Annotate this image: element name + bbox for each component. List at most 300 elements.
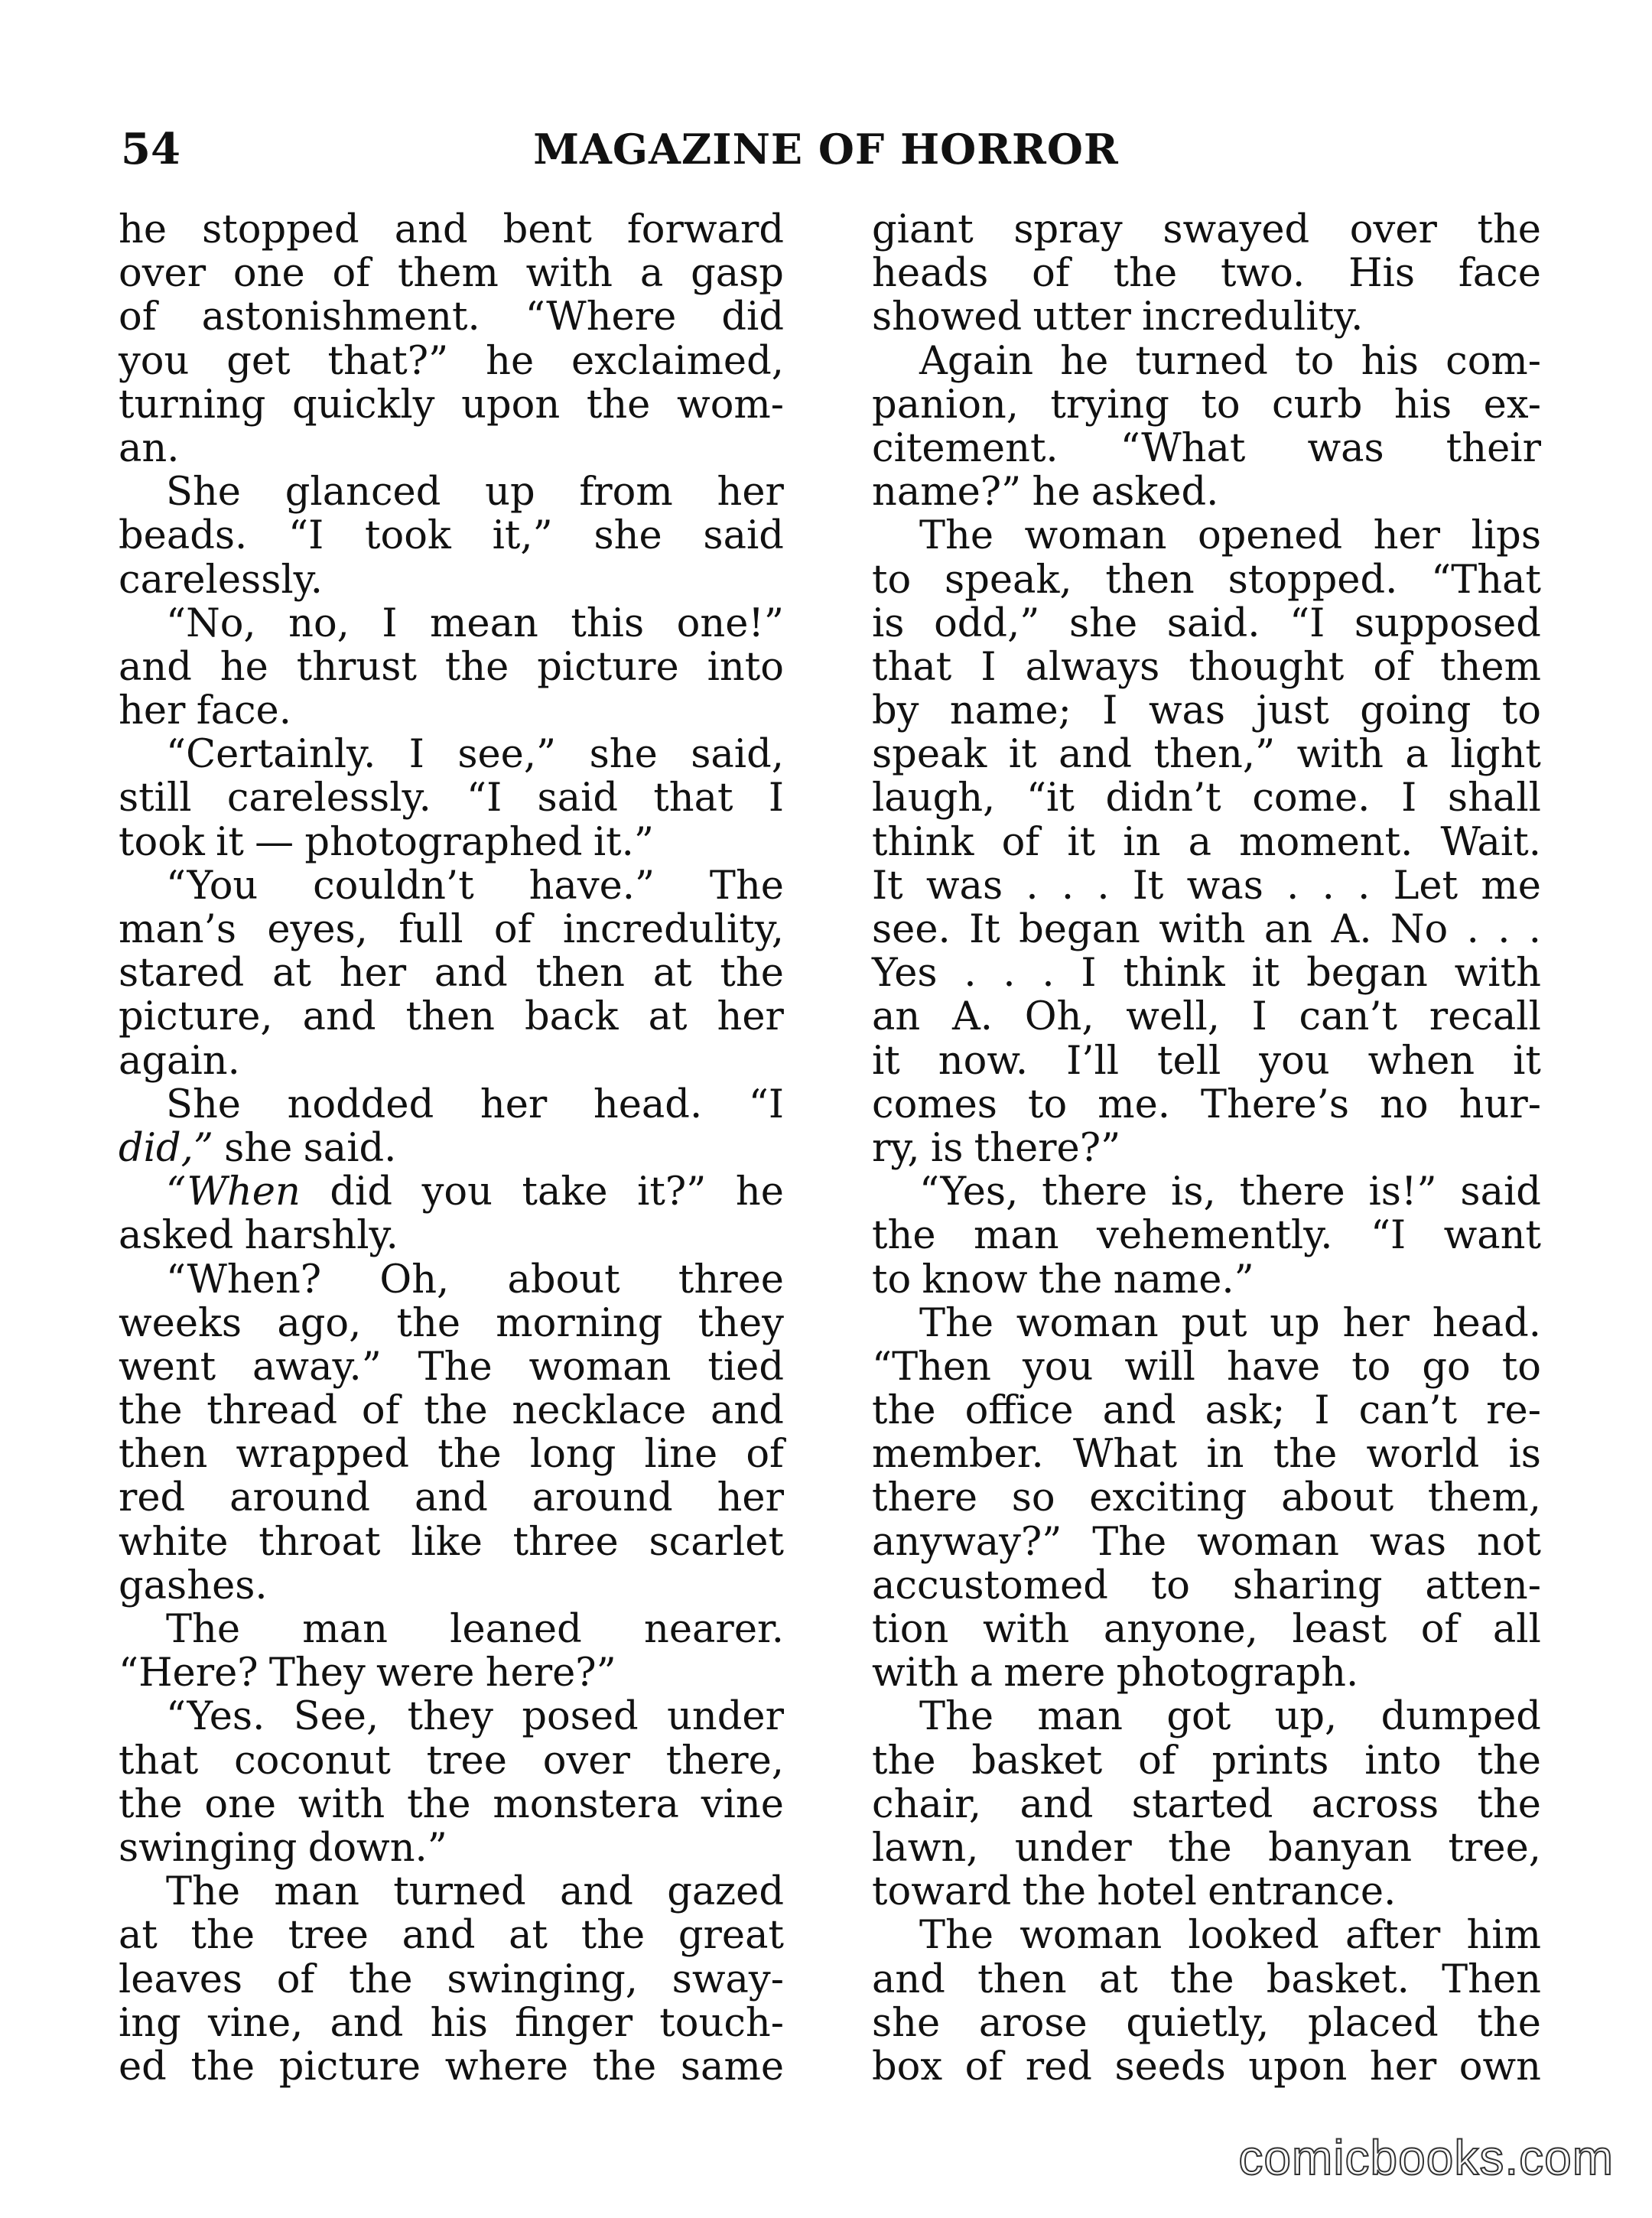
text-line	[119, 1958, 784, 2002]
word: go	[1422, 1344, 1471, 1390]
text-line	[872, 383, 1541, 427]
word: a	[1188, 819, 1212, 865]
word: same	[680, 2044, 784, 2090]
word: scarlet	[649, 1519, 784, 1565]
word: lawn,	[872, 1825, 979, 1871]
word: it?”	[637, 1169, 707, 1215]
text-line	[119, 1651, 784, 1695]
text-line	[119, 1608, 784, 1651]
word: stared	[119, 951, 245, 997]
word: they	[698, 1300, 784, 1346]
word: the	[1477, 1781, 1541, 1827]
text-line	[119, 1914, 784, 1957]
word: of	[361, 1388, 400, 1434]
word: were	[376, 1650, 475, 1696]
word: shall	[1447, 776, 1541, 821]
word: thrust	[296, 644, 417, 690]
word: an	[872, 994, 921, 1040]
word: line	[644, 1432, 718, 1478]
word: him	[1466, 1913, 1541, 1959]
word: and	[402, 1913, 476, 1959]
text-line	[872, 1389, 1541, 1433]
word: toward	[872, 1869, 1012, 1915]
text-line	[872, 951, 1541, 995]
word: by	[872, 688, 919, 734]
text-line	[872, 1476, 1541, 1520]
word: giant	[872, 207, 974, 252]
word: I	[1102, 688, 1118, 734]
word: was	[1369, 1519, 1447, 1565]
word: to	[872, 557, 912, 603]
word: did,”	[119, 1125, 213, 1171]
word: name?”	[872, 470, 1022, 515]
word: his	[430, 2000, 488, 2046]
text-line	[872, 1520, 1541, 1564]
word: in	[1123, 819, 1161, 865]
word: and	[1059, 732, 1132, 778]
word: The	[418, 1344, 493, 1390]
word: “When	[166, 1169, 301, 1215]
word: the	[1038, 1257, 1103, 1303]
word: mean	[430, 600, 538, 646]
word: man	[973, 1213, 1059, 1259]
word: can’t	[1358, 1388, 1458, 1434]
word: began	[1306, 951, 1428, 997]
word: Then	[1442, 1956, 1541, 2002]
text-line	[119, 340, 784, 383]
word: red	[119, 1475, 186, 1521]
word: she	[589, 732, 658, 778]
word: the	[1273, 1432, 1338, 1478]
text-line	[119, 1083, 784, 1127]
word: she	[593, 513, 662, 559]
text-line	[119, 1258, 784, 1302]
text-line	[872, 821, 1541, 864]
word: astonishment.	[201, 294, 480, 340]
word: .	[1528, 907, 1541, 952]
word: thought	[1189, 644, 1345, 690]
word: least	[1292, 1607, 1387, 1652]
word: “When?	[166, 1257, 322, 1303]
word: laugh,	[872, 776, 996, 821]
word: got	[1166, 1694, 1231, 1740]
word: throat	[259, 1519, 381, 1565]
word: The	[919, 513, 994, 559]
text-line	[119, 427, 784, 470]
word: a	[639, 251, 664, 297]
text-line	[119, 1476, 784, 1520]
word: full	[398, 907, 463, 952]
word: from	[579, 470, 673, 515]
word: and	[414, 1475, 488, 1521]
word: her	[119, 688, 186, 734]
word: posed	[522, 1694, 639, 1740]
word: basket	[971, 1738, 1103, 1784]
text-line	[872, 558, 1541, 602]
word: The	[919, 1694, 994, 1740]
word: the	[424, 1388, 488, 1434]
word: leaves	[119, 1956, 243, 2002]
word: will	[1124, 1344, 1195, 1390]
word: white	[119, 1519, 229, 1565]
text-line	[119, 1039, 784, 1083]
word: of	[746, 1432, 784, 1478]
word: carelessly.	[226, 776, 431, 821]
word: to	[1295, 338, 1335, 384]
word: ask;	[1205, 1388, 1286, 1434]
word: the	[872, 1213, 936, 1259]
word: .	[1498, 907, 1511, 952]
word: accustomed	[872, 1563, 1108, 1608]
word: “Here?	[119, 1650, 259, 1696]
word: I	[382, 600, 398, 646]
word: citement.	[872, 425, 1059, 471]
word: they	[407, 1694, 493, 1740]
word: into	[707, 644, 784, 690]
word: “That	[1431, 557, 1541, 603]
word: heads	[872, 251, 989, 297]
word: bent	[502, 207, 592, 252]
word: glanced	[285, 470, 441, 515]
text-line	[872, 295, 1541, 339]
word: so	[1011, 1475, 1055, 1521]
word: ex-	[1483, 382, 1541, 428]
word: it.”	[593, 819, 654, 865]
word: quickly	[292, 382, 435, 428]
text-line	[872, 1258, 1541, 1302]
word: at	[272, 951, 311, 997]
word: See,	[293, 1694, 379, 1740]
word: I	[1081, 951, 1097, 997]
word: .	[964, 951, 977, 997]
word: his	[1361, 338, 1419, 384]
word: all	[1492, 1607, 1541, 1652]
text-line	[872, 689, 1541, 733]
word: woman	[528, 1344, 672, 1390]
word: and	[330, 2000, 404, 2046]
word: The	[919, 1913, 994, 1959]
running-head: MAGAZINE OF HORROR	[533, 125, 1119, 174]
word: her	[717, 1475, 784, 1521]
text-line	[119, 1870, 784, 1914]
word: at	[652, 951, 692, 997]
text-line	[119, 1826, 784, 1870]
word: started	[1131, 1781, 1273, 1827]
word: I	[980, 644, 997, 690]
word: forward	[626, 207, 784, 252]
word: there?”	[974, 1125, 1121, 1171]
text-line	[119, 908, 784, 951]
word: the	[119, 1781, 183, 1827]
word: harshly.	[244, 1213, 398, 1259]
word: turned	[393, 1869, 526, 1915]
word: anyway?”	[872, 1519, 1062, 1565]
word: nodded	[287, 1081, 434, 1127]
text-line	[119, 1433, 784, 1476]
word: beads.	[119, 513, 248, 559]
word: take	[522, 1169, 608, 1215]
word: “I	[1370, 1213, 1406, 1259]
text-line	[119, 951, 784, 995]
word: to	[872, 1257, 912, 1303]
word: and	[560, 1869, 633, 1915]
word: incredulity,	[562, 907, 784, 952]
word: to	[1351, 1344, 1391, 1390]
word: with	[1159, 907, 1246, 952]
word: he	[1060, 338, 1109, 384]
word: I	[1401, 776, 1417, 821]
word: “I	[288, 513, 324, 559]
word: the	[872, 1388, 936, 1434]
word: couldn’t	[313, 863, 474, 909]
word: “it	[1026, 776, 1075, 821]
text-line	[872, 864, 1541, 908]
word: with	[982, 1607, 1070, 1652]
word: man	[274, 1869, 359, 1915]
text-line	[872, 995, 1541, 1039]
word: woman	[1016, 1300, 1159, 1346]
word: tell	[1157, 1038, 1221, 1084]
word: tree	[288, 1913, 369, 1959]
word: the	[872, 1738, 936, 1784]
word: necklace	[512, 1388, 687, 1434]
text-line	[872, 1870, 1541, 1914]
word: her	[1342, 1300, 1410, 1346]
word: then,”	[1153, 732, 1276, 778]
text-line	[872, 646, 1541, 689]
word: one	[204, 1781, 277, 1827]
text-line	[119, 1520, 784, 1564]
word: .	[1042, 951, 1055, 997]
word: her	[717, 470, 784, 515]
word: was	[1148, 688, 1226, 734]
word: her	[480, 1081, 548, 1127]
word: chair,	[872, 1781, 982, 1827]
word: there	[872, 1475, 978, 1521]
word: Again	[919, 338, 1034, 384]
word: was	[1307, 425, 1384, 471]
word: he	[735, 1169, 784, 1215]
word: basket.	[1266, 1956, 1410, 2002]
word: stopped.	[1228, 557, 1398, 603]
word: utter	[1032, 294, 1131, 340]
word: when	[1367, 1038, 1475, 1084]
word: the	[407, 1781, 471, 1827]
word: of	[276, 1956, 315, 2002]
word: anyone,	[1103, 1607, 1258, 1652]
word: the	[119, 1388, 183, 1434]
word: re-	[1486, 1388, 1541, 1434]
word: tree,	[1448, 1825, 1541, 1871]
word: of	[1001, 819, 1040, 865]
word: see,”	[457, 732, 557, 778]
word: was	[925, 863, 1003, 909]
word: atten-	[1425, 1563, 1541, 1608]
word: you	[421, 1169, 493, 1215]
word: still	[119, 776, 192, 821]
word: “What	[1120, 425, 1246, 471]
text-line	[872, 733, 1541, 776]
word: Oh,	[1024, 994, 1094, 1040]
word: box	[872, 2044, 943, 2090]
word: want	[1443, 1213, 1541, 1259]
text-line	[872, 208, 1541, 252]
word: the	[1477, 2000, 1541, 2046]
word: and	[711, 1388, 784, 1434]
text-line	[872, 1083, 1541, 1127]
word: to	[1501, 1344, 1541, 1390]
word: no,	[288, 600, 350, 646]
word: about	[1281, 1475, 1394, 1521]
word: own	[1459, 2044, 1541, 2090]
text-line	[119, 1345, 784, 1389]
word: under	[1014, 1825, 1132, 1871]
word: man	[302, 1607, 388, 1652]
word: lips	[1471, 513, 1541, 559]
word: it	[1008, 732, 1037, 778]
word: What	[1072, 1432, 1178, 1478]
word: this	[571, 600, 645, 646]
watermark-logo: comicbooks.com	[1238, 2130, 1614, 2185]
word: mere	[1003, 1650, 1106, 1696]
word: hur-	[1459, 1081, 1541, 1127]
text-line	[119, 208, 784, 252]
word: began	[1019, 907, 1140, 952]
word: have	[1226, 1344, 1321, 1390]
word: thread	[206, 1388, 338, 1434]
text-line	[119, 733, 784, 776]
word: see.	[872, 907, 951, 952]
word: prints	[1211, 1738, 1329, 1784]
word: no	[1380, 1081, 1429, 1127]
word: vehemently.	[1097, 1213, 1333, 1259]
word: up	[1270, 1300, 1320, 1346]
word: the	[720, 951, 784, 997]
word: wom-	[677, 382, 784, 428]
word: the	[349, 1956, 413, 2002]
word: then	[977, 1956, 1067, 2002]
word: think	[872, 819, 974, 865]
word: the	[190, 1913, 255, 1959]
word: arose	[978, 2000, 1088, 2046]
word: the	[592, 2044, 657, 2090]
word: swayed	[1163, 207, 1310, 252]
word: supposed	[1354, 600, 1541, 646]
text-line	[119, 2002, 784, 2045]
word: ed	[119, 2044, 167, 2090]
word: well,	[1126, 994, 1220, 1040]
word: he	[119, 207, 167, 252]
word: head.	[593, 1081, 703, 1127]
word: I	[1314, 1388, 1330, 1434]
word: She	[166, 470, 241, 515]
word: he	[1032, 470, 1081, 515]
word: with	[1454, 951, 1541, 997]
word: com-	[1446, 338, 1541, 384]
word: where	[444, 2044, 569, 2090]
word: put	[1181, 1300, 1247, 1346]
word: spray	[1013, 207, 1123, 252]
word: “I	[1289, 600, 1325, 646]
text-line	[119, 252, 784, 295]
word: them	[397, 251, 499, 297]
word: one	[233, 251, 305, 297]
word: down.”	[307, 1825, 447, 1871]
word: them,	[1427, 1475, 1541, 1521]
word: is	[872, 600, 905, 646]
word: touch-	[659, 2000, 784, 2046]
word: their	[1446, 425, 1541, 471]
word: to	[1201, 382, 1241, 428]
word: woman	[1019, 1913, 1163, 1959]
word: to	[1501, 688, 1541, 734]
word: up	[485, 470, 535, 515]
word: it	[872, 1038, 900, 1084]
text-line	[872, 1433, 1541, 1476]
word: “Certainly.	[166, 732, 376, 778]
word: exciting	[1089, 1475, 1247, 1521]
word: like	[411, 1519, 483, 1565]
text-line	[872, 1302, 1541, 1345]
word: at	[119, 1913, 158, 1959]
word: the	[444, 644, 509, 690]
word: it	[1067, 819, 1096, 865]
word: swinging,	[447, 1956, 638, 2002]
word: always	[1025, 644, 1160, 690]
word: around	[532, 1475, 673, 1521]
text-line	[872, 908, 1541, 951]
word: about	[507, 1257, 620, 1303]
text-line	[119, 1214, 784, 1257]
word: “I	[467, 776, 502, 821]
word: the	[586, 382, 651, 428]
word: face.	[196, 688, 291, 734]
text-line	[872, 427, 1541, 470]
word: said	[1460, 1169, 1541, 1215]
text-line	[872, 470, 1541, 514]
word: up,	[1274, 1694, 1338, 1740]
word: three	[512, 1519, 619, 1565]
word: incredulity.	[1142, 294, 1364, 340]
word: over	[1349, 207, 1437, 252]
text-column-right	[872, 208, 1541, 2089]
word: at	[509, 1913, 548, 1959]
word: .	[1003, 951, 1016, 997]
word: come.	[1252, 776, 1371, 821]
word: picture	[278, 2044, 421, 2090]
word: morning	[496, 1300, 663, 1346]
word: .	[1358, 863, 1371, 909]
word: The	[709, 863, 784, 909]
word: I	[408, 732, 424, 778]
word: world	[1366, 1432, 1480, 1478]
word: “Yes.	[166, 1694, 265, 1740]
word: of	[1138, 1738, 1176, 1784]
word: name.”	[1113, 1257, 1254, 1303]
word: after	[1345, 1913, 1441, 1959]
text-line	[872, 340, 1541, 383]
word: said.	[303, 1125, 397, 1171]
text-line	[872, 1127, 1541, 1170]
word: the	[580, 1913, 646, 1959]
word: it	[216, 819, 244, 865]
word: tion	[872, 1607, 949, 1652]
word: around	[229, 1475, 370, 1521]
word: ing	[119, 2000, 181, 2046]
word: photographed	[304, 819, 583, 865]
word: did	[330, 1169, 392, 1215]
word: was	[1186, 863, 1263, 909]
